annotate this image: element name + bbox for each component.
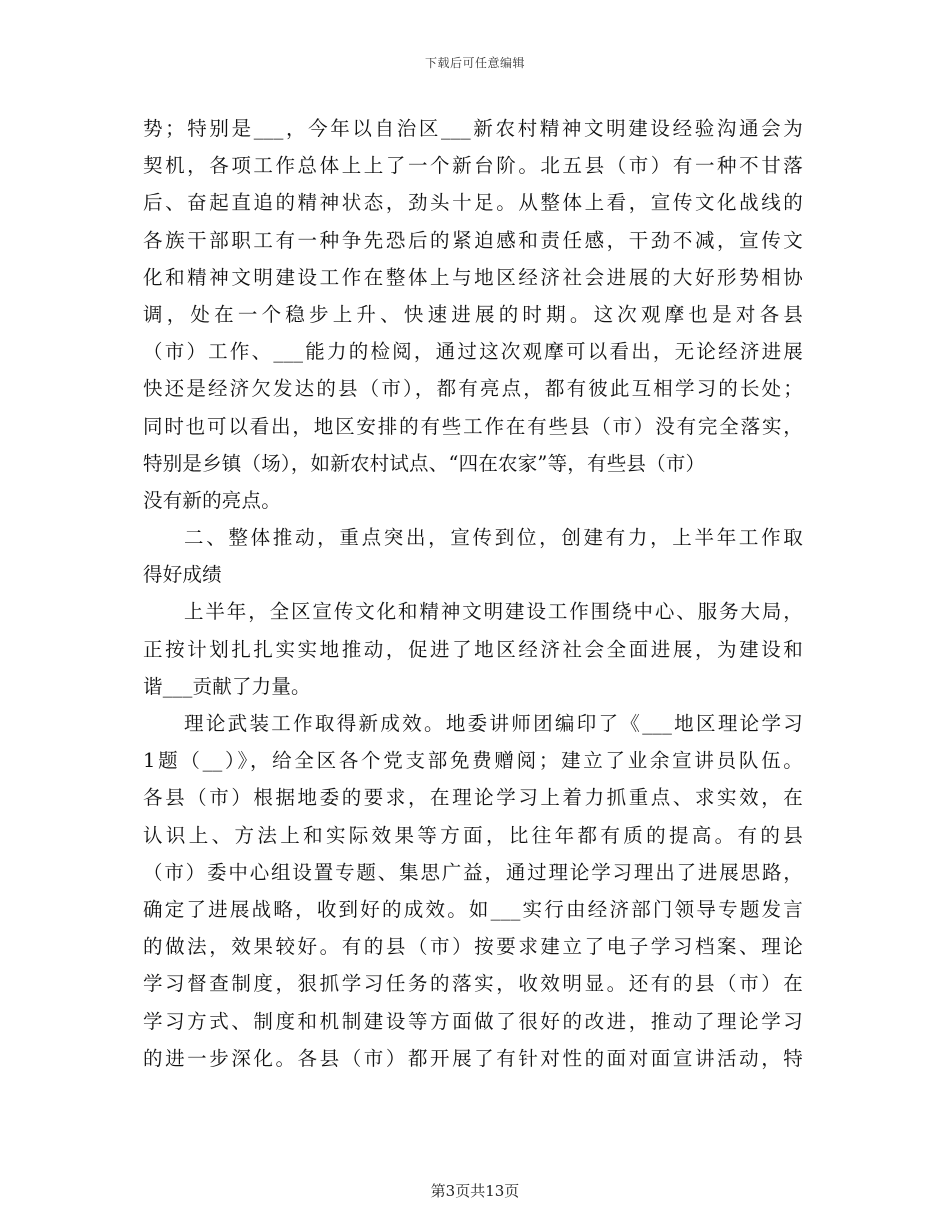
paragraph-3 bbox=[143, 593, 803, 705]
text-line: 上半年，全区宣传文化和精神文明建设工作围绕中心、服务大局， bbox=[184, 600, 803, 624]
text-line: 二、整体推动，重点突出，宣传到位，创建有力，上半年工作取 bbox=[184, 526, 803, 550]
text-line: 契机，各项工作总体上上了一个新台阶。北五县（市）有一种不甘落 bbox=[143, 154, 803, 178]
text-line: 认识上、方法上和实际效果等方面，比往年都有质的提高。有的县 bbox=[143, 823, 803, 847]
text-line: 后、奋起直追的精神状态，劲头十足。从整体上看，宣传文化战线的 bbox=[143, 191, 803, 215]
paragraph-1 bbox=[143, 110, 803, 519]
text-line: 理论武装工作取得新成效。地委讲师团编印了《___地区理论学习 bbox=[184, 712, 803, 735]
text-line: 同时也可以看出，地区安排的有些工作在有些县（市）没有完全落实， bbox=[143, 414, 803, 438]
text-line: 的进一步深化。各县（市）都开展了有针对性的面对面宣讲活动，特 bbox=[143, 1046, 803, 1070]
document-body bbox=[143, 110, 803, 1077]
text-line: （市）工作、___能力的检阅，通过这次观摩可以看出，无论经济进展 bbox=[143, 340, 803, 364]
text-line: 化和精神文明建设工作在整体上与地区经济社会进展的大好形势相协 bbox=[143, 265, 803, 289]
text-line: 各族干部职工有一种争先恐后的紧迫感和责任感，干劲不减，宣传文 bbox=[143, 228, 803, 252]
paragraph-4 bbox=[143, 705, 803, 1077]
text-line: 确定了进展战略，收到好的成效。如___实行由经济部门领导专题发言 bbox=[143, 897, 803, 921]
text-line: 调，处在一个稳步上升、快速进展的时期。这次观摩也是对各县 bbox=[143, 302, 803, 326]
text-line: 正按计划扎扎实实地推动，促进了地区经济社会全面进展，为建设和 bbox=[143, 637, 803, 661]
text-line: 的做法，效果较好。有的县（市）按要求建立了电子学习档案、理论 bbox=[143, 935, 803, 959]
text-line: 没有新的亮点。 bbox=[143, 488, 281, 512]
text-line: 特别是乡镇（场），如新农村试点、“四在农家”等，有些县（市） bbox=[143, 451, 706, 475]
text-line: 学习方式、制度和机制建设等方面做了很好的改进，推动了理论学习 bbox=[143, 1009, 803, 1033]
text-line: 各县（市）根据地委的要求，在理论学习上着力抓重点、求实效，在 bbox=[143, 786, 803, 810]
text-line: 得好成绩 bbox=[143, 563, 222, 587]
page-header: 下载后可任意编辑 bbox=[424, 56, 525, 70]
text-line: 谐___贡献了力量。 bbox=[143, 674, 311, 698]
text-line: 1题（__）》，给全区各个党支部免费赠阅；建立了业余宣讲员队伍。 bbox=[143, 749, 803, 773]
text-line: （市）委中心组设置专题、集思广益，通过理论学习理出了进展思路， bbox=[143, 860, 803, 884]
text-line: 快还是经济欠发达的县（市），都有亮点，都有彼此互相学习的长处； bbox=[143, 377, 803, 401]
text-line: 势；特别是___，今年以自治区___新农村精神文明建设经验沟通会为 bbox=[143, 117, 803, 140]
section-heading-2 bbox=[143, 519, 803, 593]
page-footer: 第3页共13页 bbox=[430, 1182, 520, 1200]
text-line: 学习督查制度，狠抓学习任务的落实，收效明显。还有的县（市）在 bbox=[143, 972, 803, 996]
